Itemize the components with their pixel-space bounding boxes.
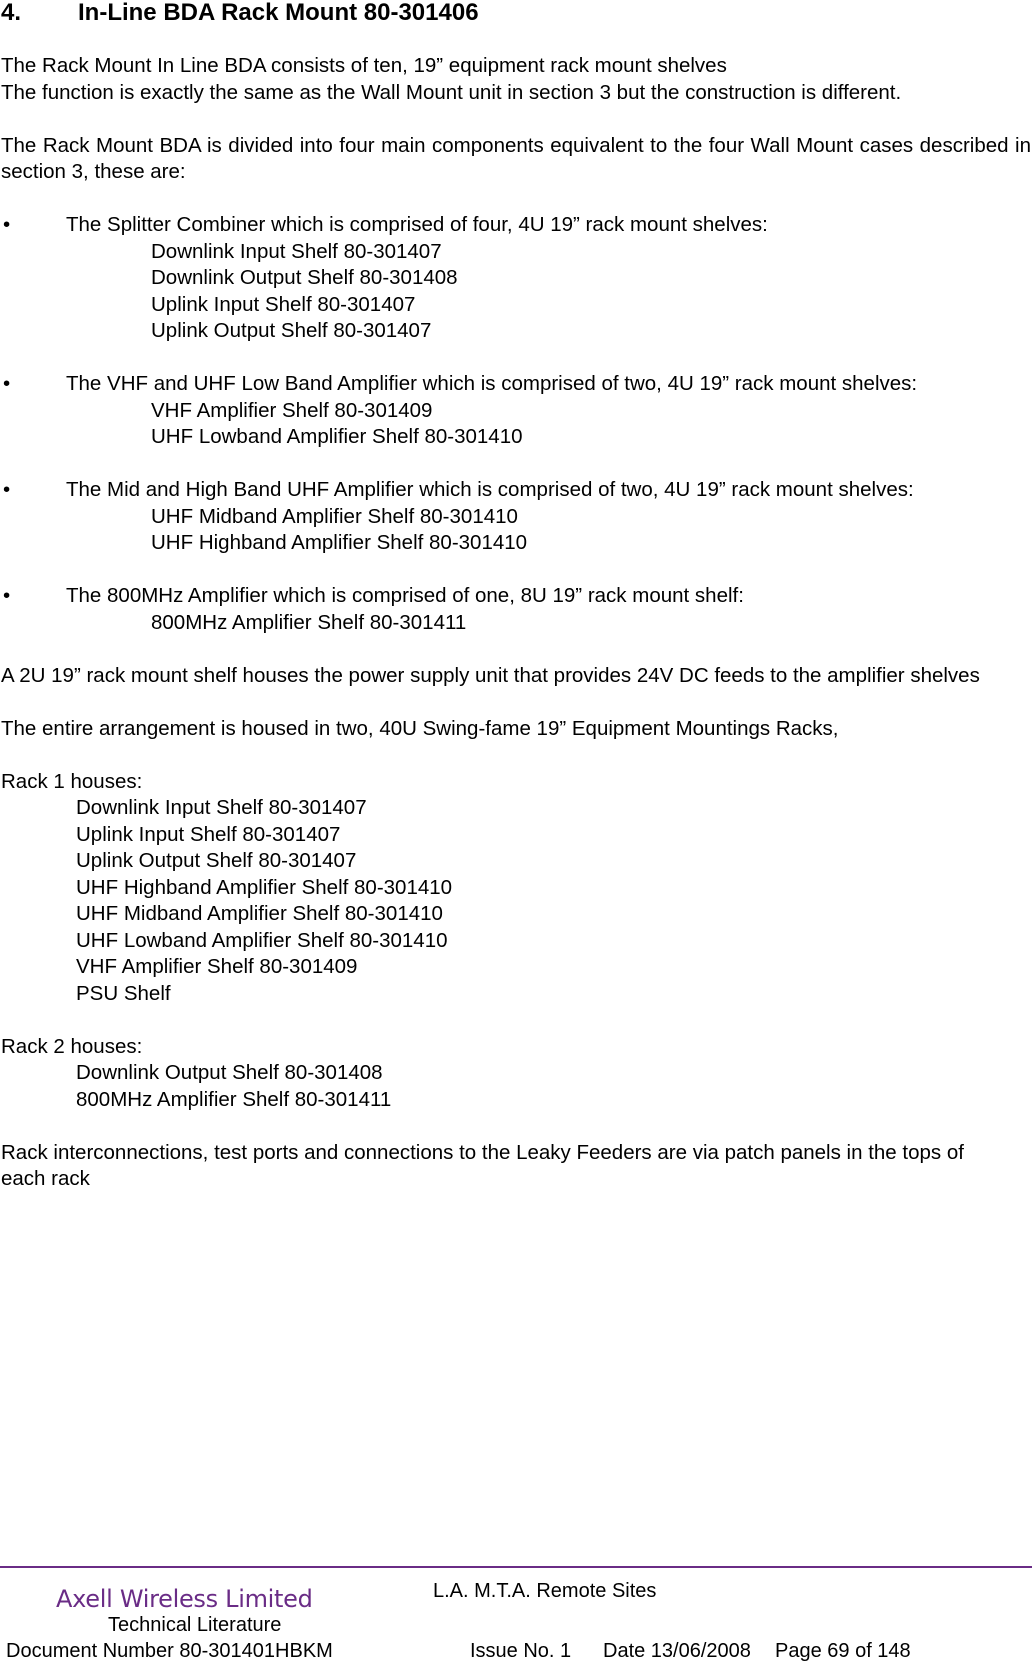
page-footer (0, 1566, 1032, 1662)
rack1-item: PSU Shelf (76, 981, 171, 1005)
sub-item: VHF Amplifier Shelf 80-301409 (151, 398, 433, 422)
bullet-item: • The Splitter Combiner which is comprised of four, 4U 19” rack mount shelves: (1, 212, 1031, 239)
rack1-item: Uplink Output Shelf 80-301407 (76, 849, 357, 872)
footer-divider (0, 1566, 1032, 1568)
bullet-marker: • (3, 372, 11, 395)
sub-item: Downlink Output Shelf 80-301408 (151, 266, 458, 289)
rack1-item: VHF Amplifier Shelf 80-301409 (76, 955, 358, 978)
sub-item: Uplink Output Shelf 80-301407 (151, 319, 432, 342)
rack2-item: 800MHz Amplifier Shelf 80-301411 (76, 1087, 392, 1111)
bullet-marker: • (3, 478, 11, 501)
site-name: L.A. M.T.A. Remote Sites (433, 1580, 657, 1602)
sub-item: 800MHz Amplifier Shelf 80-301411 (151, 610, 467, 634)
bullet-group-splitter (1, 212, 1031, 345)
interconnect-paragraph: Rack interconnections, test ports and connections to the Leaky Feeders are via patch panels in the tops of each rack (1, 1140, 964, 1190)
section-heading (1, 0, 1031, 26)
sub-item: UHF Midband Amplifier Shelf 80-301410 (151, 504, 518, 528)
literature-label: Technical Literature (108, 1614, 282, 1636)
intro-line-2: The function is exactly the same as the Wall Mount unit in section 3 but the construction is different. (1, 80, 902, 104)
intro-line-1: The Rack Mount In Line BDA consists of ten, 19” equipment rack mount shelves (1, 54, 727, 77)
sub-item: UHF Highband Amplifier Shelf 80-301410 (151, 531, 528, 554)
bullet-marker: • (3, 584, 11, 607)
document-date: Date 13/06/2008 (603, 1640, 751, 1662)
arrangement-paragraph: The entire arrangement is housed in two, 40U Swing-fame 19” Equipment Mountings Racks, (1, 716, 839, 740)
sub-item: Uplink Input Shelf 80-301407 (151, 292, 416, 316)
bullet-group-uhf-mid-high (1, 477, 1031, 557)
document-meta (6, 1640, 911, 1663)
section-title: In-Line BDA Rack Mount 80-301406 (78, 0, 479, 26)
bullet-item: • The Mid and High Band UHF Amplifier which is comprised of two, 4U 19” rack mount shelves: (1, 477, 1031, 504)
bullet-item: • The VHF and UHF Low Band Amplifier which is comprised of two, 4U 19” rack mount shelves: (1, 371, 1031, 398)
sub-item: UHF Lowband Amplifier Shelf 80-301410 (151, 425, 523, 448)
page-number: Page 69 of 148 (775, 1640, 911, 1662)
bullet-marker: • (3, 213, 11, 236)
rack2-label: Rack 2 houses: (1, 1034, 143, 1058)
bullet-item: • The 800MHz Amplifier which is comprised of one, 8U 19” rack mount shelf: (1, 583, 1031, 610)
rack1-label: Rack 1 houses: (1, 769, 143, 793)
rack1-item: UHF Highband Amplifier Shelf 80-301410 (76, 875, 453, 899)
company-logo-text: Axell Wireless Limited (56, 1585, 313, 1613)
rack2-item: Downlink Output Shelf 80-301408 (76, 1061, 383, 1084)
components-intro: The Rack Mount BDA is divided into four main components equivalent to the four Wall Mount cases described in section 3, these are: (1, 133, 1031, 183)
rack1-item: Uplink Input Shelf 80-301407 (76, 822, 341, 846)
bullet-group-vhf-uhf-low (1, 371, 1031, 451)
section-number: 4. (1, 0, 22, 26)
rack1-item: UHF Midband Amplifier Shelf 80-301410 (76, 902, 443, 925)
document-number: Document Number 80-301401HBKM (6, 1640, 333, 1662)
rack1-item: UHF Lowband Amplifier Shelf 80-301410 (76, 928, 448, 952)
sub-item: Downlink Input Shelf 80-301407 (151, 239, 442, 263)
page-content (1, 0, 1031, 1193)
rack1-item: Downlink Input Shelf 80-301407 (76, 796, 367, 819)
bullet-group-800mhz (1, 583, 1031, 636)
psu-paragraph: A 2U 19” rack mount shelf houses the power supply unit that provides 24V DC feeds to the amplifier shelves (1, 663, 980, 687)
issue-number: Issue No. 1 (470, 1640, 572, 1662)
